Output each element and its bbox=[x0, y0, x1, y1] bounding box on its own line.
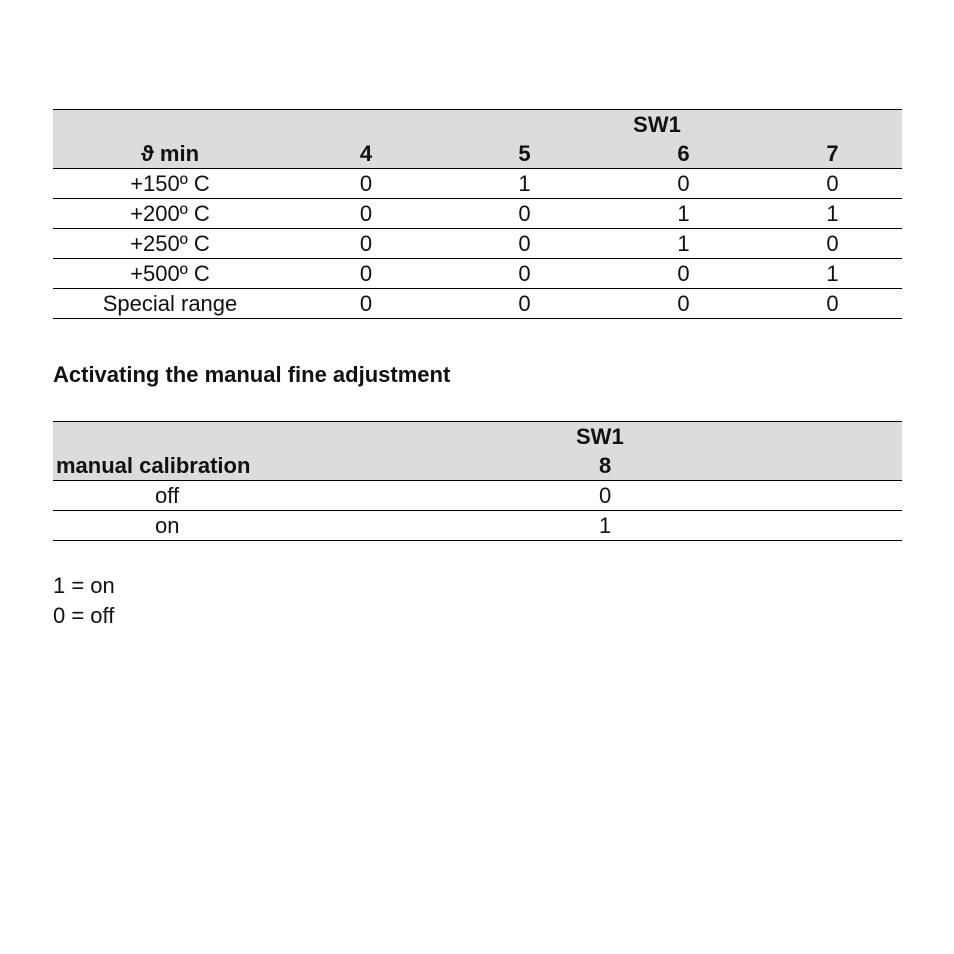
table-row bbox=[53, 199, 902, 229]
table-group-header-row bbox=[53, 110, 902, 140]
table-column-header-row bbox=[53, 139, 902, 169]
switch-value: 0 bbox=[287, 481, 902, 511]
table-group-header-row bbox=[53, 422, 902, 452]
table-row bbox=[53, 511, 902, 541]
row-label: off bbox=[53, 481, 287, 511]
table-row bbox=[53, 481, 902, 511]
switch-value: 0 bbox=[604, 169, 763, 199]
switch-value: 0 bbox=[604, 289, 763, 319]
switch-value: 1 bbox=[287, 511, 902, 541]
manual-calibration-header: manual calibration bbox=[53, 451, 287, 481]
section-heading: Activating the manual fine adjustment bbox=[53, 362, 451, 387]
column-header-6: 6 bbox=[604, 139, 763, 169]
row-label: +250º C bbox=[53, 229, 287, 259]
row-label: +200º C bbox=[53, 199, 287, 229]
switch-value: 0 bbox=[763, 289, 902, 319]
column-header-7: 7 bbox=[763, 139, 902, 169]
switch-value: 0 bbox=[763, 229, 902, 259]
switch-value: 1 bbox=[763, 199, 902, 229]
switch-value: 0 bbox=[287, 199, 445, 229]
table-row bbox=[53, 289, 902, 319]
table-row bbox=[53, 229, 902, 259]
column-header-5: 5 bbox=[445, 139, 604, 169]
switch-value: 0 bbox=[445, 199, 604, 229]
switch-value: 0 bbox=[445, 259, 604, 289]
switch-value: 0 bbox=[287, 289, 445, 319]
column-header-8: 8 bbox=[287, 451, 902, 481]
row-label: on bbox=[53, 511, 287, 541]
switch-value: 0 bbox=[445, 229, 604, 259]
row-label: +500º C bbox=[53, 259, 287, 289]
switch-value: 0 bbox=[287, 229, 445, 259]
switch-value: 1 bbox=[445, 169, 604, 199]
switch-value: 0 bbox=[445, 289, 604, 319]
manual-calibration-table bbox=[53, 421, 902, 541]
legend-off: 0 = off bbox=[53, 603, 115, 628]
switch-value: 0 bbox=[287, 169, 445, 199]
table-row bbox=[53, 169, 902, 199]
table-row bbox=[53, 259, 902, 289]
sw1-group-label: SW1 bbox=[287, 422, 902, 452]
row-label: +150º C bbox=[53, 169, 287, 199]
legend bbox=[53, 571, 115, 631]
switch-value: 0 bbox=[604, 259, 763, 289]
sw1-group-label: SW1 bbox=[287, 110, 902, 140]
dip-switch-temperature-table bbox=[53, 109, 902, 319]
table-column-header-row bbox=[53, 451, 902, 481]
switch-value: 1 bbox=[604, 229, 763, 259]
legend-on: 1 = on bbox=[53, 573, 115, 598]
switch-value: 1 bbox=[604, 199, 763, 229]
switch-value: 0 bbox=[287, 259, 445, 289]
column-header-4: 4 bbox=[287, 139, 445, 169]
theta-min-header: ϑ min bbox=[53, 139, 287, 169]
switch-value: 0 bbox=[763, 169, 902, 199]
switch-value: 1 bbox=[763, 259, 902, 289]
row-label: Special range bbox=[53, 289, 287, 319]
